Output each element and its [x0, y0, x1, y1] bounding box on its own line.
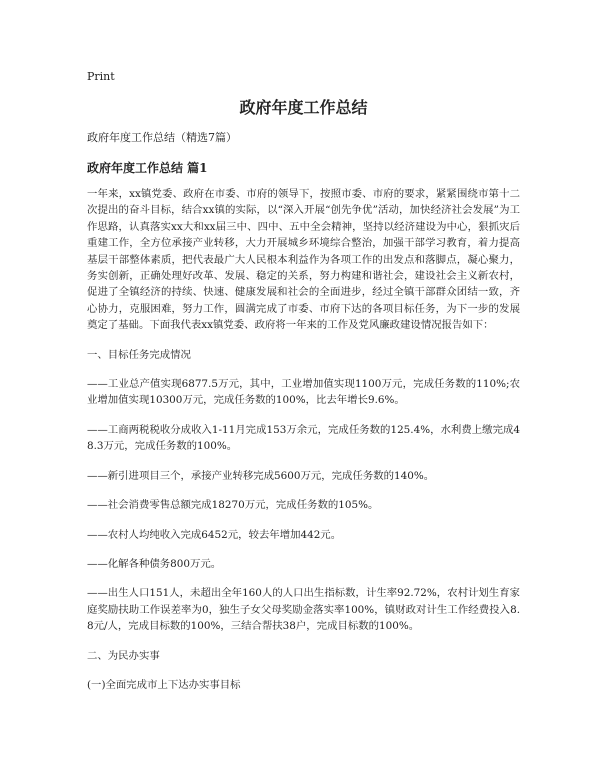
- paragraph-tax-revenue: ——工商两税税收分成收入1-11月完成153万余元，完成任务数的125.4%，水利费上缴完成48.3万元，完成任务数的100%。: [87, 423, 520, 453]
- subheading-targets: (一)全面完成市上下达办实事目标: [87, 678, 241, 691]
- paragraph-retail-sales: ——社会消费零售总额完成18270万元，完成任务数的105%。: [87, 499, 379, 512]
- paragraph-industrial-output: ——工业总产值实现6877.5万元，其中，工业增加值实现1100万元，完成任务数的110%;农业增加值实现10300万元，完成任务数的100%，比去年增长9.6%。: [87, 378, 520, 407]
- document-page: [87, 60, 520, 693]
- document-title: 政府年度工作总结: [239, 98, 368, 117]
- intro-paragraph: 一年来，xx镇党委、政府在市委、市府的领导下，按照市委、市府的要求，紧紧围绕市第十二次提出的奋斗目标，结合xx镇的实际，以“深入开展“创先争优”活动，加快经济社会发展”为工作思路，认真落实xx大和xx届三中、四中、五中全会精神，坚持以经济建设为中心，狠抓灾后重建工作，全方位承接产业转移，大力开展城乡环境综合整治，加强干部学习教育，着力提高基层干部整体素质，把代表最广大人民根本利益作为各项工作的出发点和落脚点，凝心聚力，务实创新，正确处理好改革、发展、稳定的关系，努力构建和谐社会，建设社会主义新农村，促进了全镇经济的持续、快速、健康发展和社会的全面进步，经过全镇干部群众团结一致，齐心协力，克服困难，努力工作，圆满完成了市委、市府下达的各项目标任务，为下一步的发展奠定了基础。下面我代表xx镇党委、政府将一年来的工作及党风廉政建设情况报告如下：: [87, 188, 520, 332]
- document-subtitle: 政府年度工作总结（精选7篇）: [87, 131, 237, 144]
- paragraph-new-projects: ——新引进项目三个，承接产业转移完成5600万元，完成任务数的140%。: [87, 469, 435, 482]
- heading-public-service: 二、为民办实事: [87, 649, 160, 662]
- paragraph-population: ——出生人口151人，未超出全年160人的人口出生指标数，计生率92.72%，农村计划生育家庭奖励扶助工作误差率为0，独生子女父母奖励金落实率100%，镇财政对计生工作经费投入8.8元/人，完成目标数的100%，三结合帮扶38户，完成目标数的100%。: [87, 587, 520, 633]
- paragraph-debt: ——化解各种债务800万元。: [87, 557, 222, 570]
- heading-targets: 一、目标任务完成情况: [87, 348, 191, 361]
- section-heading: 政府年度工作总结 篇1: [87, 161, 208, 175]
- print-link[interactable]: Print: [87, 70, 115, 83]
- paragraph-rural-income: ——农村人均纯收入完成6452元，较去年增加442元。: [87, 528, 342, 541]
